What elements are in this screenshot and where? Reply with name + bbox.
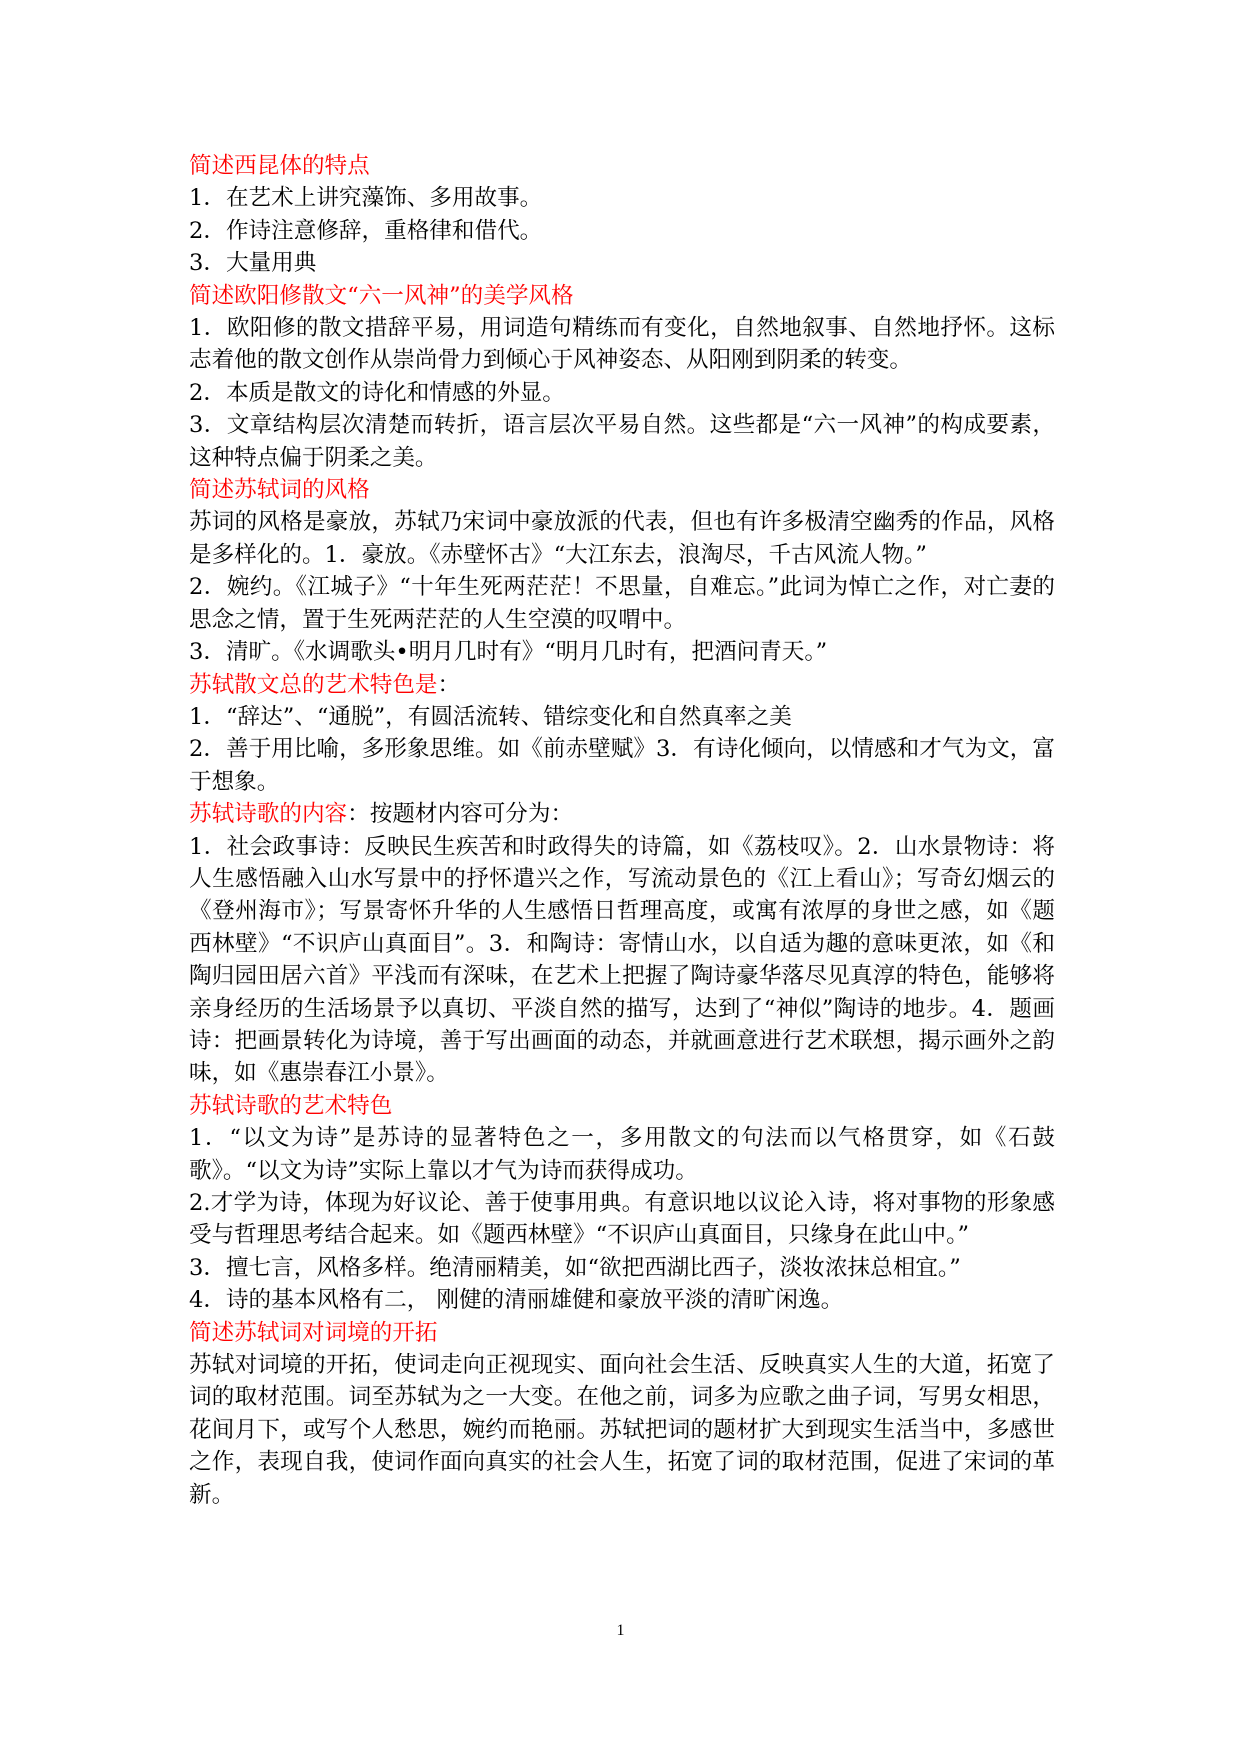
paragraph: 2.才学为诗，体现为好议论、善于使事用典。有意识地以议论入诗，将对事物的形象感受与哲理思考结合起来。如《题西林壁》“不识庐山真面目，只缘身在此山中。”: [189, 1190, 1055, 1249]
section-heading: 简述苏轼词对词境的开拓: [189, 1319, 438, 1346]
section-heading: [189, 669, 1055, 701]
heading-suffix: ：: [437, 671, 461, 698]
paragraph: 3．大量用典: [189, 250, 317, 277]
paragraph: 3．清旷。《水调歌头•明月几时有》“明月几时有，把酒问青天。”: [189, 639, 828, 666]
paragraph: 1．欧阳修的散文措辞平易，用词造句精练而有变化，自然地叙事、自然地抒怀。这标志着他的散文创作从崇尚骨力到倾心于风神姿态、从阳刚到阴柔的转变。: [189, 315, 1055, 374]
paragraph: 2．作诗注意修辞，重格律和借代。: [189, 217, 543, 244]
section-heading: 简述欧阳修散文“六一风神”的美学风格: [189, 282, 574, 309]
paragraph: 苏词的风格是豪放，苏轼乃宋词中豪放派的代表，但也有许多极清空幽秀的作品，风格是多样化的。1．豪放。《赤壁怀古》“大江东去，浪淘尽，千古风流人物。”: [189, 509, 1055, 568]
paragraph: 2．婉约。《江城子》“十年生死两茫茫！不思量，自难忘。”此词为悼亡之作，对亡妻的思念之情，置于生死两茫茫的人生空漠的叹喟中。: [189, 574, 1055, 633]
paragraph: 1．社会政事诗：反映民生疾苦和时政得失的诗篇，如《荔枝叹》。2．山水景物诗：将人生感悟融入山水写景中的抒怀遣兴之作，写流动景色的《江上看山》；写奇幻烟云的《登州海市》；写景寄怀升华的人生感悟日哲理高度，或寓有浓厚的身世之感，如《题西林壁》“不识庐山真面目”。3．和陶诗：寄情山水，以自适为趣的意味更浓，如《和陶归园田居六首》平浅而有深味，在艺术上把握了陶诗豪华落尽见真淳的特色，能够将亲身经历的生活场景予以真切、平淡自然的描写，达到了“神似”陶诗的地步。4．题画诗：把画景转化为诗境，善于写出画面的动态，并就画意进行艺术联想，揭示画外之韵味，如《惠崇春江小景》。: [189, 833, 1055, 1087]
paragraph: 2．善于用比喻，多形象思维。如《前赤壁赋》3．有诗化倾向，以情感和才气为文，富于想象。: [189, 736, 1055, 795]
paragraph: 1．“以文为诗”是苏诗的显著特色之一，多用散文的句法而以气格贯穿，如《石鼓歌》。“以文为诗”实际上靠以才气为诗而获得成功。: [189, 1125, 1055, 1184]
paragraph: 2．本质是散文的诗化和情感的外显。: [189, 379, 565, 406]
paragraph: 1．在艺术上讲究藻饰、多用故事。: [189, 185, 543, 212]
heading-text: 苏轼散文总的艺术特色是: [189, 671, 438, 698]
paragraph: 3．擅七言，风格多样。绝清丽精美，如“欲把西湖比西子，淡妆浓抹总相宜。”: [189, 1254, 961, 1281]
section-heading: 简述西昆体的特点: [189, 153, 370, 179]
section-heading: 简述苏轼词的风格: [189, 477, 370, 504]
heading-suffix: ：按题材内容可分为：: [347, 801, 574, 828]
paragraph: 苏轼对词境的开拓，使词走向正视现实、面向社会生活、反映真实人生的大道，拓宽了词的取材范围。词至苏轼为之一大变。在他之前，词多为应歌之曲子词，写男女相思，花间月下，或写个人愁思，婉约而艳丽。苏轼把词的题材扩大到现实生活当中，多感世之作，表现自我，使词作面向真实的社会人生，拓宽了词的取材范围，促进了宋词的革新。: [189, 1352, 1055, 1508]
paragraph: 1．“辞达”、“通脱”，有圆活流转、错综变化和自然真率之美: [189, 703, 792, 730]
page-number: 1: [616, 1622, 625, 1639]
section-heading: 苏轼诗歌的艺术特色: [189, 1092, 393, 1119]
section-heading: [189, 798, 1055, 830]
document-body: [189, 150, 1055, 1511]
paragraph: 4．诗的基本风格有二， 刚健的清丽雄健和豪放平淡的清旷闲逸。: [189, 1287, 844, 1314]
paragraph: 3．文章结构层次清楚而转折，语言层次平易自然。这些都是“六一风神”的构成要素，这种特点偏于阴柔之美。: [189, 412, 1055, 471]
heading-text: 苏轼诗歌的内容: [189, 801, 348, 828]
